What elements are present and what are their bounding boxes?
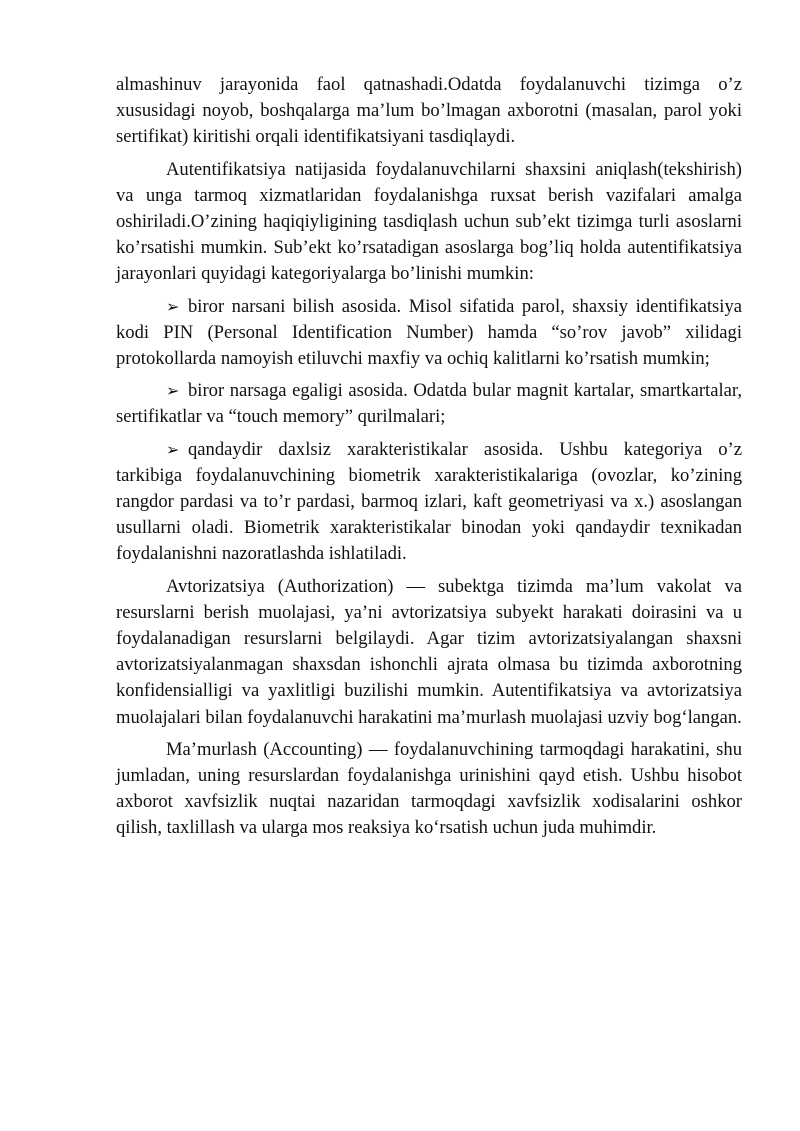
list-item-possession <box>116 378 742 430</box>
document-page <box>116 72 742 848</box>
paragraph-accounting: Ma’murlash (Accounting) — foydalanuvchining tarmoqdagi harakatini, shu jumladan, uning resurslardan foydalanishga urinishini qayd etish. Ushbu hisobot axborot xavfsizlik nuqtai nazaridan tarmoqdagi xavfsizlik xodisalarini oshkor qilish, taxlillash va ularga mos reaksiya ko‘rsatish uchun juda muhimdir. <box>116 738 742 839</box>
paragraph-authentication: Autentifikatsiya natijasida foydalanuvchilarni shaxsini aniqlash(tekshirish) va unga tarmoq xizmatlaridan foydalanishga ruxsat berish vazifalari amalga oshiriladi.O’zining haqiqiyligining tasdiqlash uchun sub’ekt tizimga turli asoslarni ko’rsatishi mumkin. Sub’ekt ko’rsatadigan asoslarga bog’liq holda autentifikatsiya jarayonlari quyidagi kategoriyalarga bo’linishi mumkin: <box>116 158 742 285</box>
list-item-text: biror narsani bilish asosida. Misol sifatida parol, shaxsiy identifikatsiya kodi PIN (Personal Identification Number) hamda “so’rov javob” xilidagi protokollarda namoyish etiluvchi maxfiy va ochiq kalitlarni ko’rsatish mumkin; <box>116 295 742 370</box>
arrow-bullet-icon: ➢ <box>166 381 180 401</box>
list-item-text: qandaydir daxlsiz xarakteristikalar asosida. Ushbu kategoriya o’z tarkibiga foydalanuvchining biometrik xarakteristikalariga (ovozlar, ko’zining rangdor pardasi va to’r pardasi, barmoq izlari, kaft geometriyasi va x.) asoslangan usullarni oladi. Biometrik xarakteristikalar binodan yoki qandaydir texnikadan foydalanishni nazoratlashda ishlatiladi. <box>116 438 742 565</box>
list-item-biometric <box>116 437 742 568</box>
paragraph-continuation: almashinuv jarayonida faol qatnashadi.Odatda foydalanuvchi tizimga o’z xususidagi noyob, boshqalarga ma’lum bo’lmagan axborotni (masalan, parol yoki sertifikat) kiritishi orqali identifikatsiyani tasdiqlaydi. <box>116 74 742 148</box>
list-item-knowledge <box>116 294 742 373</box>
paragraph-authorization: Avtorizatsiya (Authorization) — subektga tizimda ma’lum vakolat va resurslarni berish muolajasi, ya’ni avtorizatsiya subyekt harakati doirasini va u foydalanadigan resurslarni belgilaydi. Agar tizim avtorizatsiyalangan shaxsni avtorizatsiyalanmagan shaxsdan ishonchli ajrata olmasa bu tizimda axborotning konfidensialligi va yaxlitligi buzilishi mumkin. Autentifikatsiya va avtorizatsiya muolajalari bilan foydalanuvchi harakatini ma’murlash muolajasi uzviy bog‘langan. <box>116 575 742 728</box>
list-item-text: biror narsaga egaligi asosida. Odatda bular magnit kartalar, smartkartalar, sertifikatlar va “touch memory” qurilmalari; <box>116 380 742 428</box>
arrow-bullet-icon: ➢ <box>166 296 180 316</box>
arrow-bullet-icon: ➢ <box>166 439 180 459</box>
